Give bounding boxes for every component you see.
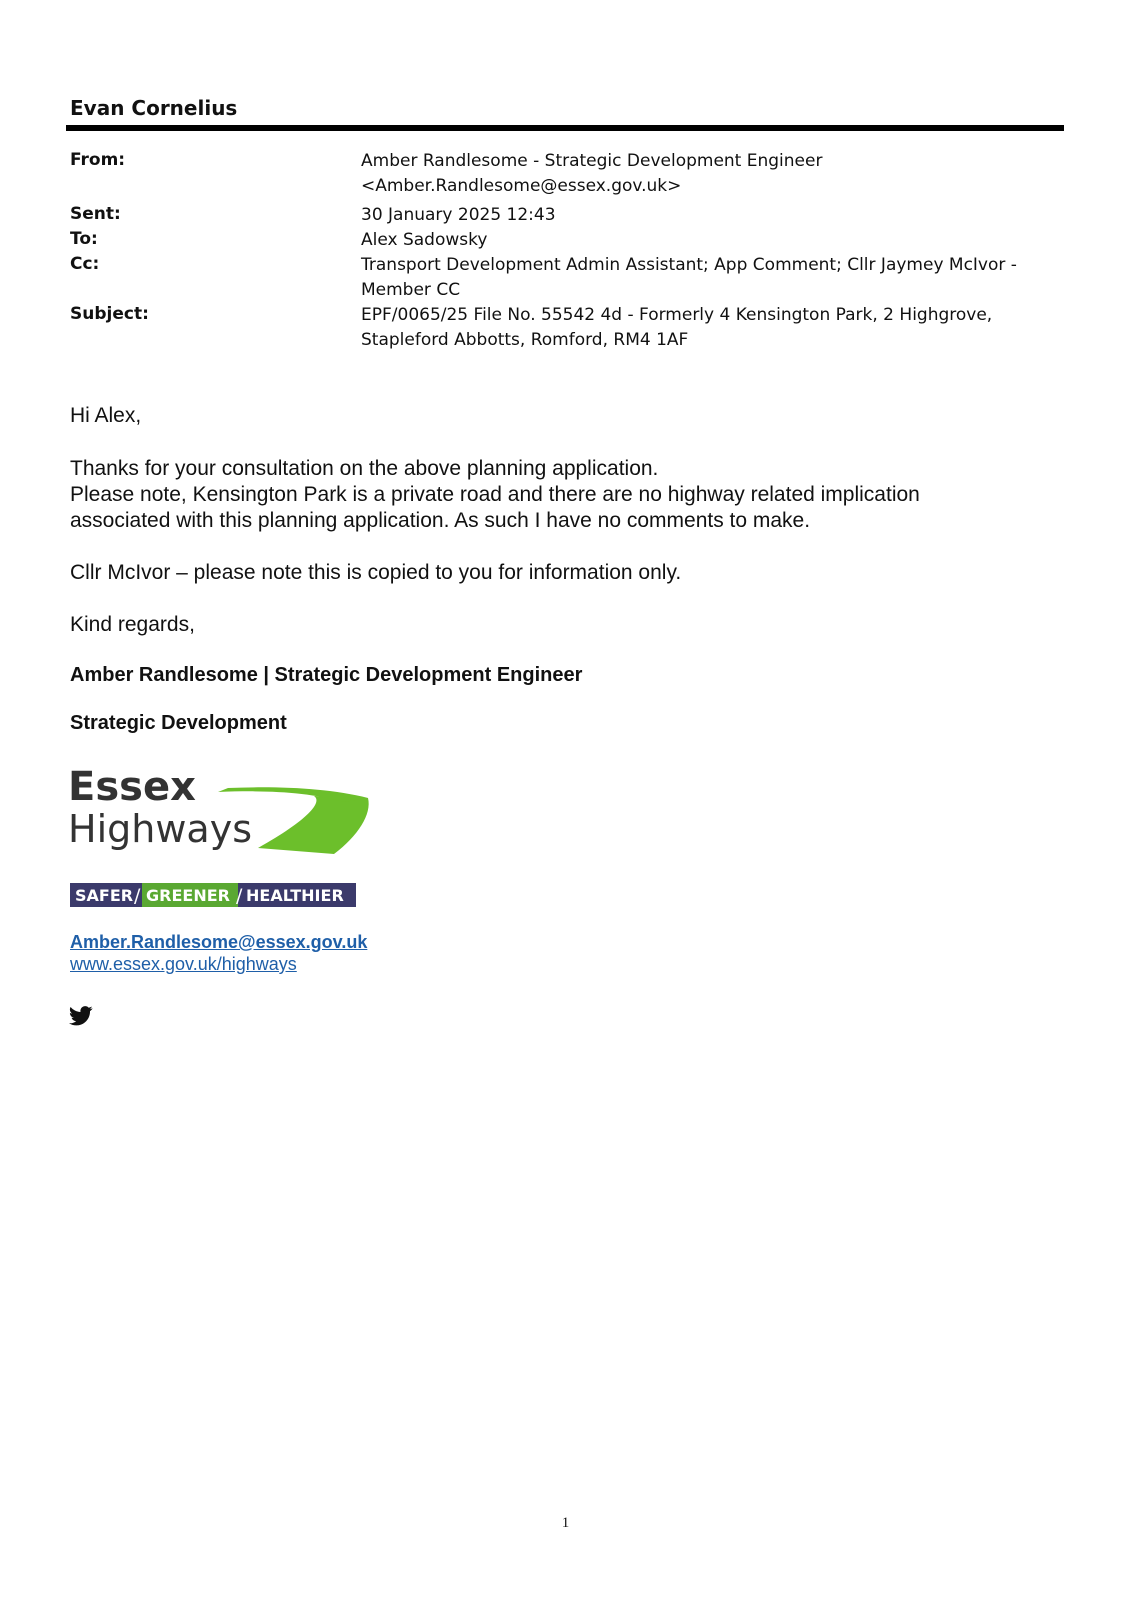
- from-name-line: Amber Randlesome - Strategic Development Engineer: [361, 151, 823, 171]
- cc-label: Cc:: [70, 254, 100, 274]
- from-label: From:: [70, 150, 126, 170]
- logo-word-highways: Highways: [68, 807, 252, 851]
- logo-green-swoosh: [258, 796, 369, 854]
- cc-line-2: Member CC: [361, 280, 461, 300]
- cc-line-1: Transport Development Admin Assistant; App Comment; Cllr Jaymey McIvor -: [361, 255, 1017, 275]
- tagline-banner: [70, 883, 356, 907]
- body-paragraph-1-line-1: Thanks for your consultation on the above planning application.: [70, 457, 659, 480]
- tagline-greener: GREENER: [146, 886, 230, 905]
- cc-value: [361, 253, 1021, 303]
- from-value: [361, 149, 1021, 199]
- body-paragraph-2: Cllr McIvor – please note this is copied to you for information only.: [70, 561, 682, 584]
- to-value: Alex Sadowsky: [361, 230, 488, 250]
- tagline-healthier: HEALTHIER: [246, 886, 344, 905]
- twitter-icon[interactable]: [69, 1006, 93, 1026]
- subject-value: [361, 303, 1021, 353]
- signature-name-title: Amber Randlesome | Strategic Development Engineer: [70, 664, 583, 686]
- subject-label: Subject:: [70, 304, 149, 324]
- body-paragraph-1-line-3: associated with this planning application. As such I have no comments to make.: [70, 509, 811, 532]
- body-paragraph-1: [70, 456, 1050, 534]
- signature-email-link[interactable]: Amber.Randlesome@essex.gov.uk: [70, 932, 368, 952]
- subject-line-2: Stapleford Abbotts, Romford, RM4 1AF: [361, 330, 689, 350]
- closing: Kind regards,: [70, 613, 195, 636]
- body-paragraph-1-line-2: Please note, Kensington Park is a private road and there are no highway related implication: [70, 483, 920, 506]
- to-label: To:: [70, 229, 98, 249]
- logo-word-essex: Essex: [68, 764, 196, 810]
- signature-website-link[interactable]: www.essex.gov.uk/highways: [70, 954, 297, 974]
- essex-highways-logo: [68, 762, 378, 862]
- tagline-safer: SAFER: [75, 886, 134, 905]
- signature-department: Strategic Development: [70, 712, 287, 734]
- tagline-slash-2: /: [236, 885, 243, 907]
- mailbox-owner-name: Evan Cornelius: [70, 96, 238, 120]
- tagline-slash-1: /: [134, 885, 141, 907]
- header-divider: [66, 125, 1064, 131]
- logo-green-stripe: [218, 787, 368, 802]
- sent-label: Sent:: [70, 204, 121, 224]
- from-email-line: <Amber.Randlesome@essex.gov.uk>: [361, 176, 682, 196]
- greeting: Hi Alex,: [70, 404, 142, 427]
- subject-line-1: EPF/0065/25 File No. 55542 4d - Formerly 4 Kensington Park, 2 Highgrove,: [361, 305, 993, 325]
- page-number: 1: [561, 1515, 570, 1531]
- sent-value: 30 January 2025 12:43: [361, 205, 556, 225]
